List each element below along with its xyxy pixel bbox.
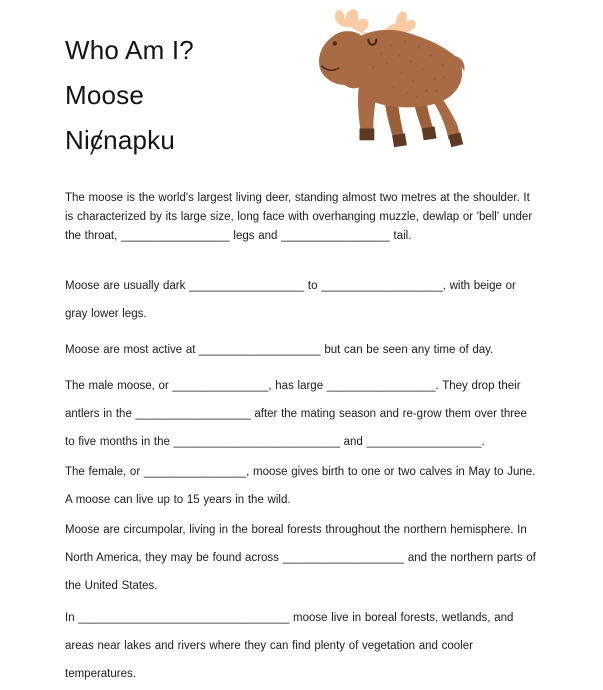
paragraph-range: Moose are circumpolar, living in the boreal forests throughout the northern hemisphere. In North America, they may be found across ___________________ and the northern parts of the United States.	[65, 524, 536, 592]
paragraph-color: Moose are usually dark __________________ to ___________________, with beige or gray lower legs.	[65, 280, 516, 320]
paragraph-female-calves: The female, or ________________, moose gives birth to one or two calves in May to June. A moose can live up to 15 years in the wild.	[65, 466, 536, 506]
moose-eye-icon	[333, 41, 337, 45]
paragraph-male-antlers: The male moose, or _______________, has large _________________. They drop their antlers in the __________________ after the mating season and re-grow them over three to five months in the __________________________ and __________________.	[65, 380, 527, 448]
paragraph-activity: Moose are most active at ___________________ but can be seen any time of day.	[65, 344, 494, 356]
title-line-nicnapku: Niȼnapku	[65, 125, 175, 155]
worksheet-body	[65, 189, 539, 688]
title-line-who-am-i: Who Am I?	[65, 35, 194, 65]
paragraph-habitat: In _________________________________ moose live in boreal forests, wetlands, and areas near lakes and rivers where they can find plenty of vegetation and cooler temperatures.	[65, 612, 514, 680]
title-line-moose: Moose	[65, 80, 145, 110]
paragraph-intro: The moose is the world's largest living deer, standing almost two metres at the shoulder. It is characterized by its large size, long face with overhanging muzzle, dewlap or 'bell' under the throat, _________________ legs and _________________ tail.	[65, 192, 533, 242]
moose-illustration	[312, 6, 484, 164]
